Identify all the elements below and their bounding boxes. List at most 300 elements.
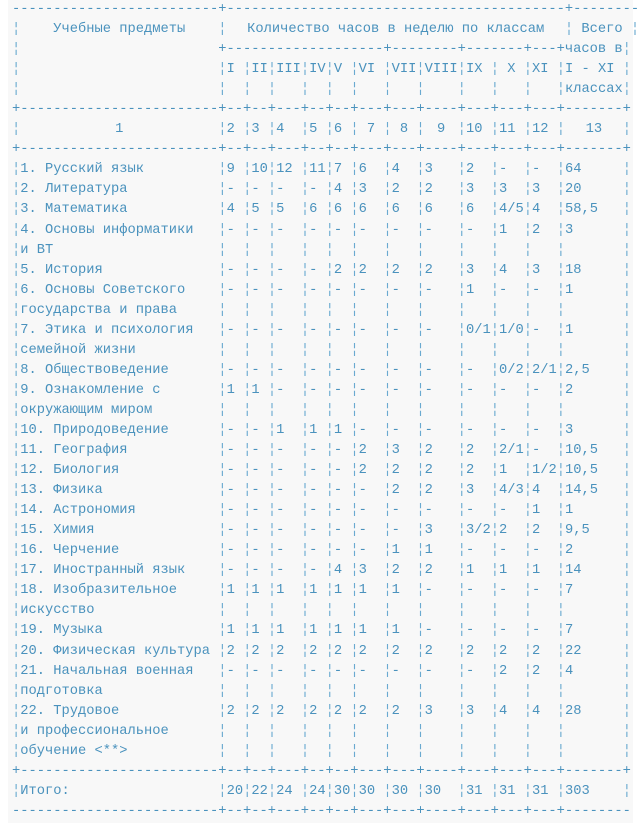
- column-divider: ¦: [300, 503, 310, 519]
- hours-cell: 2: [251, 703, 260, 719]
- column-divider: ¦: [457, 122, 466, 138]
- hours-cell: -: [276, 543, 285, 559]
- column-divider: ¦: [622, 122, 631, 138]
- hours-cell: -: [465, 382, 475, 398]
- total-hours-cell: 4: [564, 663, 574, 679]
- column-divider: ¦: [300, 342, 310, 358]
- column-divider: ¦: [416, 463, 425, 479]
- column-divider: ¦: [457, 503, 466, 519]
- column-divider: ¦: [300, 122, 310, 138]
- column-divider: ¦: [523, 603, 532, 619]
- column-divider: ¦: [350, 543, 359, 559]
- subject-name: окружающим миром: [20, 402, 153, 418]
- column-divider: ¦: [350, 62, 359, 78]
- column-number: 11: [498, 122, 516, 138]
- hours-cell: -: [333, 663, 343, 679]
- hours-cell: -: [465, 222, 475, 238]
- total-hours-cell: 1: [564, 503, 574, 519]
- hours-cell: -: [276, 563, 285, 579]
- column-divider: ¦: [490, 603, 499, 619]
- hours-cell: -: [424, 322, 433, 338]
- column-divider: ¦: [416, 382, 425, 398]
- column-divider: ¦: [12, 543, 21, 559]
- hours-cell: 10: [251, 162, 268, 178]
- column-divider: ¦: [523, 262, 532, 278]
- column-divider: ¦: [12, 182, 21, 198]
- hours-cell: -: [309, 483, 318, 499]
- column-divider: ¦: [325, 322, 334, 338]
- class-header: IV: [309, 62, 326, 78]
- total-hours-cell: 7: [564, 623, 574, 639]
- column-divider: ¦: [300, 322, 310, 338]
- column-divider: ¦: [383, 302, 392, 318]
- column-divider: ¦: [218, 422, 227, 438]
- header-row: [12, 80, 639, 100]
- column-divider: ¦: [325, 523, 334, 539]
- hours-cell: -: [498, 583, 508, 599]
- column-divider: ¦: [622, 162, 631, 178]
- column-divider: ¦: [383, 703, 392, 719]
- column-divider: ¦: [267, 663, 277, 679]
- hours-cell: -: [309, 322, 318, 338]
- column-divider: ¦: [457, 382, 466, 398]
- column-divider: ¦: [218, 342, 227, 358]
- column-divider: ¦: [350, 723, 359, 739]
- column-divider: ¦: [243, 182, 252, 198]
- column-divider: ¦: [243, 663, 252, 679]
- hours-cell: 2: [424, 262, 433, 278]
- subject-name: 14. Астрономия: [20, 503, 136, 519]
- hours-cell: 3: [531, 262, 541, 278]
- table-row: [12, 160, 639, 180]
- hours-cell: -: [531, 282, 541, 298]
- hours-cell: -: [358, 523, 367, 539]
- column-divider: ¦: [383, 443, 392, 459]
- hours-cell: 2: [226, 643, 235, 659]
- column-divider: ¦: [267, 563, 277, 579]
- hours-cell: 2: [358, 703, 367, 719]
- hours-cell: 1: [226, 382, 235, 398]
- column-divider: ¦: [350, 703, 359, 719]
- column-divider: ¦: [622, 643, 631, 659]
- column-divider: ¦: [267, 683, 277, 699]
- column-divider: ¦: [490, 222, 499, 238]
- hours-cell: 2: [251, 643, 260, 659]
- table-rule: -------------------------+-----------------------------------------+--------: [12, 2, 639, 17]
- hours-cell: 3: [391, 443, 400, 459]
- hours-cell: -: [251, 222, 260, 238]
- column-divider: ¦: [12, 443, 21, 459]
- hours-cell: -: [309, 463, 318, 479]
- hours-cell: -: [531, 543, 541, 559]
- table-rule: +------------------------+--+--+---+--+--+---+---+----+---+---+---+-------+: [12, 142, 631, 158]
- hours-cell: -: [498, 503, 508, 519]
- column-divider: ¦: [523, 643, 532, 659]
- row-separator: [12, 762, 639, 782]
- hours-cell: -: [465, 422, 475, 438]
- column-divider: ¦: [523, 683, 532, 699]
- column-divider: ¦: [622, 503, 631, 519]
- column-divider: ¦: [12, 463, 21, 479]
- column-divider: ¦: [416, 523, 425, 539]
- column-divider: ¦: [243, 282, 252, 298]
- column-divider: ¦: [383, 523, 392, 539]
- hours-cell: -: [309, 543, 318, 559]
- hours-cell: -: [276, 182, 285, 198]
- column-divider: ¦: [267, 82, 277, 98]
- column-divider: ¦: [243, 202, 252, 218]
- table-row: [12, 742, 639, 762]
- column-divider: ¦: [490, 543, 499, 559]
- column-divider: ¦: [300, 683, 310, 699]
- column-divider: ¦: [325, 402, 334, 418]
- subject-name: искусство: [20, 603, 95, 619]
- hours-cell: -: [391, 663, 400, 679]
- table-row: [12, 682, 639, 702]
- column-divider: ¦: [556, 463, 565, 479]
- column-divider: ¦: [556, 302, 565, 318]
- column-divider: ¦: [350, 603, 359, 619]
- column-divider: ¦: [300, 723, 310, 739]
- hours-cell: 1: [309, 623, 318, 639]
- column-divider: ¦: [383, 563, 392, 579]
- column-divider: ¦: [350, 563, 359, 579]
- column-divider: ¦: [218, 443, 227, 459]
- column-divider: ¦: [490, 743, 499, 759]
- column-divider: ¦: [325, 443, 334, 459]
- column-divider: ¦: [556, 162, 565, 178]
- hours-cell: 1: [333, 623, 343, 639]
- column-divider: ¦: [457, 202, 466, 218]
- column-divider: ¦: [267, 503, 277, 519]
- hours-cell: -: [333, 503, 343, 519]
- column-divider: ¦: [622, 723, 631, 739]
- total-hours-cell: 3: [564, 222, 574, 238]
- subject-name: семейной жизни: [20, 342, 136, 358]
- column-divider: ¦: [622, 242, 631, 258]
- column-divider: ¦: [325, 422, 334, 438]
- column-divider: ¦: [218, 362, 227, 378]
- table-rule: +------------------------+--+--+---+--+--+---+---+----+---+---+---+-------+: [12, 763, 631, 779]
- hours-cell: -: [333, 382, 343, 398]
- column-divider: ¦: [12, 162, 21, 178]
- column-divider: ¦: [12, 282, 21, 298]
- hours-cell: 4: [531, 703, 541, 719]
- hours-cell: -: [226, 463, 235, 479]
- total-hours-cell: 30: [424, 783, 442, 799]
- column-divider: ¦: [416, 302, 425, 318]
- column-divider: ¦: [300, 583, 310, 599]
- total-label: Итого:: [20, 783, 70, 799]
- subject-name: обучение <**>: [20, 743, 128, 759]
- total-hours-cell: 30: [391, 783, 409, 799]
- hours-cell: 2: [309, 643, 318, 659]
- hours-cell: -: [465, 663, 475, 679]
- column-divider: ¦: [350, 463, 359, 479]
- hours-cell: 3: [498, 182, 508, 198]
- column-divider: ¦: [325, 663, 334, 679]
- hours-cell: -: [226, 503, 235, 519]
- hours-cell: 3: [465, 483, 475, 499]
- column-divider: ¦: [523, 503, 532, 519]
- column-divider: ¦: [12, 483, 21, 499]
- hours-cell: 4: [498, 262, 508, 278]
- hours-cell: 2: [391, 182, 400, 198]
- hours-cell: 6: [309, 202, 318, 218]
- column-divider: ¦: [457, 162, 466, 178]
- curriculum-table-panel: [8, 0, 639, 823]
- hours-cell: -: [276, 222, 285, 238]
- hours-cell: 4: [333, 563, 343, 579]
- column-divider: ¦: [243, 322, 252, 338]
- column-divider: ¦: [267, 162, 277, 178]
- column-divider: ¦: [243, 122, 252, 138]
- column-divider: ¦: [556, 202, 565, 218]
- hours-cell: 2: [424, 463, 433, 479]
- hours-cell: 1: [226, 583, 235, 599]
- column-divider: ¦: [490, 443, 499, 459]
- hours-cell: -: [465, 503, 475, 519]
- table-row: [12, 662, 639, 682]
- column-divider: ¦: [218, 322, 227, 338]
- total-hours-cell: 10,5: [564, 463, 598, 479]
- total-row: [12, 782, 639, 802]
- hours-cell: -: [333, 322, 343, 338]
- column-divider: ¦: [622, 42, 631, 58]
- hours-cell: 0/1: [465, 322, 491, 338]
- hours-cell: -: [498, 282, 508, 298]
- total-hours-cell: 24: [276, 783, 293, 799]
- subject-name: 13. Физика: [20, 483, 103, 499]
- column-divider: ¦: [218, 22, 227, 38]
- hours-cell: -: [309, 382, 318, 398]
- column-divider: ¦: [243, 523, 252, 539]
- column-divider: ¦: [218, 162, 227, 178]
- column-divider: ¦: [523, 703, 532, 719]
- hours-cell: 2: [333, 703, 343, 719]
- column-divider: ¦: [218, 402, 227, 418]
- hours-cell: -: [309, 663, 318, 679]
- column-divider: ¦: [12, 42, 21, 58]
- column-divider: ¦: [325, 222, 334, 238]
- column-number: 5: [309, 122, 318, 138]
- column-divider: ¦: [523, 202, 532, 218]
- column-divider: ¦: [350, 222, 359, 238]
- column-number-row: [12, 120, 639, 140]
- column-divider: ¦: [12, 242, 21, 258]
- column-divider: ¦: [383, 62, 392, 78]
- hours-cell: -: [276, 483, 285, 499]
- column-divider: ¦: [622, 302, 631, 318]
- column-divider: ¦: [457, 583, 466, 599]
- column-divider: ¦: [556, 583, 565, 599]
- table-rule: -------------------------+--+--+---+--+--+---+---+----+---+---+---+--------: [12, 803, 631, 819]
- column-divider: ¦: [622, 422, 631, 438]
- hours-cell: 1: [498, 222, 508, 238]
- column-divider: ¦: [416, 783, 425, 799]
- column-divider: ¦: [416, 182, 425, 198]
- hours-cell: -: [276, 362, 285, 378]
- hours-cell: -: [251, 322, 260, 338]
- column-divider: ¦: [12, 362, 21, 378]
- column-divider: ¦: [523, 242, 532, 258]
- hours-cell: 2: [391, 703, 400, 719]
- hours-cell: -: [391, 222, 400, 238]
- hours-cell: -: [276, 503, 285, 519]
- column-divider: ¦: [523, 222, 532, 238]
- table-row: [12, 221, 639, 241]
- column-divider: ¦: [12, 743, 21, 759]
- column-divider: ¦: [556, 623, 565, 639]
- column-divider: ¦: [622, 443, 631, 459]
- column-divider: ¦: [350, 663, 359, 679]
- hours-cell: -: [465, 543, 475, 559]
- column-divider: ¦: [267, 362, 277, 378]
- column-divider: ¦: [383, 322, 392, 338]
- total-hours-cell: 7: [564, 583, 574, 599]
- column-divider: ¦: [490, 583, 499, 599]
- hours-cell: 1: [391, 583, 400, 599]
- hours-cell: -: [226, 422, 235, 438]
- class-header: IX: [465, 62, 483, 78]
- class-header: V: [333, 62, 343, 78]
- column-divider: ¦: [457, 322, 466, 338]
- table-row: [12, 261, 639, 281]
- table-row: [12, 541, 639, 561]
- hours-cell: 4: [531, 202, 541, 218]
- table-row: [12, 621, 639, 641]
- column-divider: ¦: [490, 723, 499, 739]
- total-column-header: часов в: [564, 42, 623, 58]
- hours-cell: -: [391, 422, 400, 438]
- total-hours-cell: 3: [564, 422, 574, 438]
- hours-cell: 3: [358, 563, 367, 579]
- hours-cell: -: [358, 322, 367, 338]
- hours-cell: -: [309, 523, 318, 539]
- column-divider: ¦: [383, 162, 392, 178]
- column-divider: ¦: [523, 583, 532, 599]
- header-row: [12, 40, 639, 60]
- column-divider: ¦: [622, 262, 631, 278]
- column-divider: ¦: [383, 603, 392, 619]
- subject-name: 15. Химия: [20, 523, 95, 539]
- column-divider: ¦: [622, 623, 631, 639]
- hours-cell: -: [391, 503, 400, 519]
- column-divider: ¦: [416, 262, 425, 278]
- hours-cell: -: [531, 322, 541, 338]
- column-divider: ¦: [457, 82, 466, 98]
- column-divider: ¦: [622, 783, 631, 799]
- column-divider: ¦: [325, 162, 334, 178]
- column-divider: ¦: [416, 703, 425, 719]
- column-divider: ¦: [416, 443, 425, 459]
- hours-cell: 11: [309, 162, 326, 178]
- column-divider: ¦: [416, 82, 425, 98]
- column-divider: ¦: [622, 182, 631, 198]
- column-divider: ¦: [325, 202, 334, 218]
- subject-name: подготовка: [20, 683, 103, 699]
- column-divider: ¦: [622, 663, 631, 679]
- column-divider: ¦: [218, 463, 227, 479]
- column-divider: ¦: [457, 563, 466, 579]
- column-divider: ¦: [325, 623, 334, 639]
- column-divider: ¦: [416, 422, 425, 438]
- column-divider: ¦: [490, 342, 499, 358]
- column-divider: ¦: [325, 643, 334, 659]
- column-divider: ¦: [457, 262, 466, 278]
- column-divider: ¦: [523, 463, 532, 479]
- hours-cell: 6: [358, 162, 367, 178]
- column-divider: ¦: [325, 783, 334, 799]
- column-number: 9: [437, 122, 446, 138]
- column-divider: ¦: [383, 402, 392, 418]
- column-divider: ¦: [12, 683, 21, 699]
- class-header: II: [251, 62, 268, 78]
- class-header: I: [226, 62, 235, 78]
- column-divider: ¦: [556, 523, 565, 539]
- hours-cell: 1: [276, 623, 285, 639]
- table-row: [12, 180, 639, 200]
- hours-cell: -: [309, 503, 318, 519]
- column-number: 8: [399, 122, 409, 138]
- column-divider: ¦: [383, 242, 392, 258]
- class-header-row: [12, 60, 639, 80]
- column-divider: ¦: [523, 483, 532, 499]
- table-row: [12, 381, 639, 401]
- column-divider: ¦: [416, 563, 425, 579]
- hours-cell: -: [333, 543, 343, 559]
- hours-cell: 2: [424, 182, 433, 198]
- column-divider: ¦: [350, 382, 359, 398]
- hours-cell: 9: [226, 162, 235, 178]
- total-hours-cell: 30: [333, 783, 351, 799]
- column-divider: ¦: [218, 543, 227, 559]
- hours-cell: 2: [498, 643, 508, 659]
- column-divider: ¦: [12, 302, 21, 318]
- class-header: III: [276, 62, 301, 78]
- column-divider: ¦: [218, 122, 227, 138]
- column-divider: ¦: [300, 262, 310, 278]
- column-divider: ¦: [622, 743, 631, 759]
- column-divider: ¦: [350, 422, 359, 438]
- column-divider: ¦: [350, 583, 359, 599]
- column-divider: ¦: [243, 222, 252, 238]
- hours-cell: -: [251, 543, 260, 559]
- column-divider: ¦: [416, 222, 425, 238]
- column-divider: ¦: [622, 402, 631, 418]
- hours-cell: -: [424, 422, 433, 438]
- column-divider: ¦: [218, 643, 227, 659]
- column-divider: ¦: [12, 402, 21, 418]
- column-divider: ¦: [267, 62, 277, 78]
- column-divider: ¦: [556, 723, 565, 739]
- hours-cell: -: [391, 362, 400, 378]
- column-divider: ¦: [556, 663, 565, 679]
- column-divider: ¦: [243, 743, 252, 759]
- total-hours-cell: 28: [564, 703, 582, 719]
- hours-cell: -: [309, 362, 318, 378]
- column-divider: ¦: [218, 483, 227, 499]
- column-divider: ¦: [556, 503, 565, 519]
- hours-cell: 3: [424, 523, 433, 539]
- hours-cell: 2: [391, 643, 400, 659]
- row-separator: [12, 140, 639, 160]
- column-divider: ¦: [350, 182, 359, 198]
- column-divider: ¦: [267, 282, 277, 298]
- class-header: VIII: [424, 62, 458, 78]
- column-divider: ¦: [218, 282, 227, 298]
- column-divider: ¦: [457, 723, 466, 739]
